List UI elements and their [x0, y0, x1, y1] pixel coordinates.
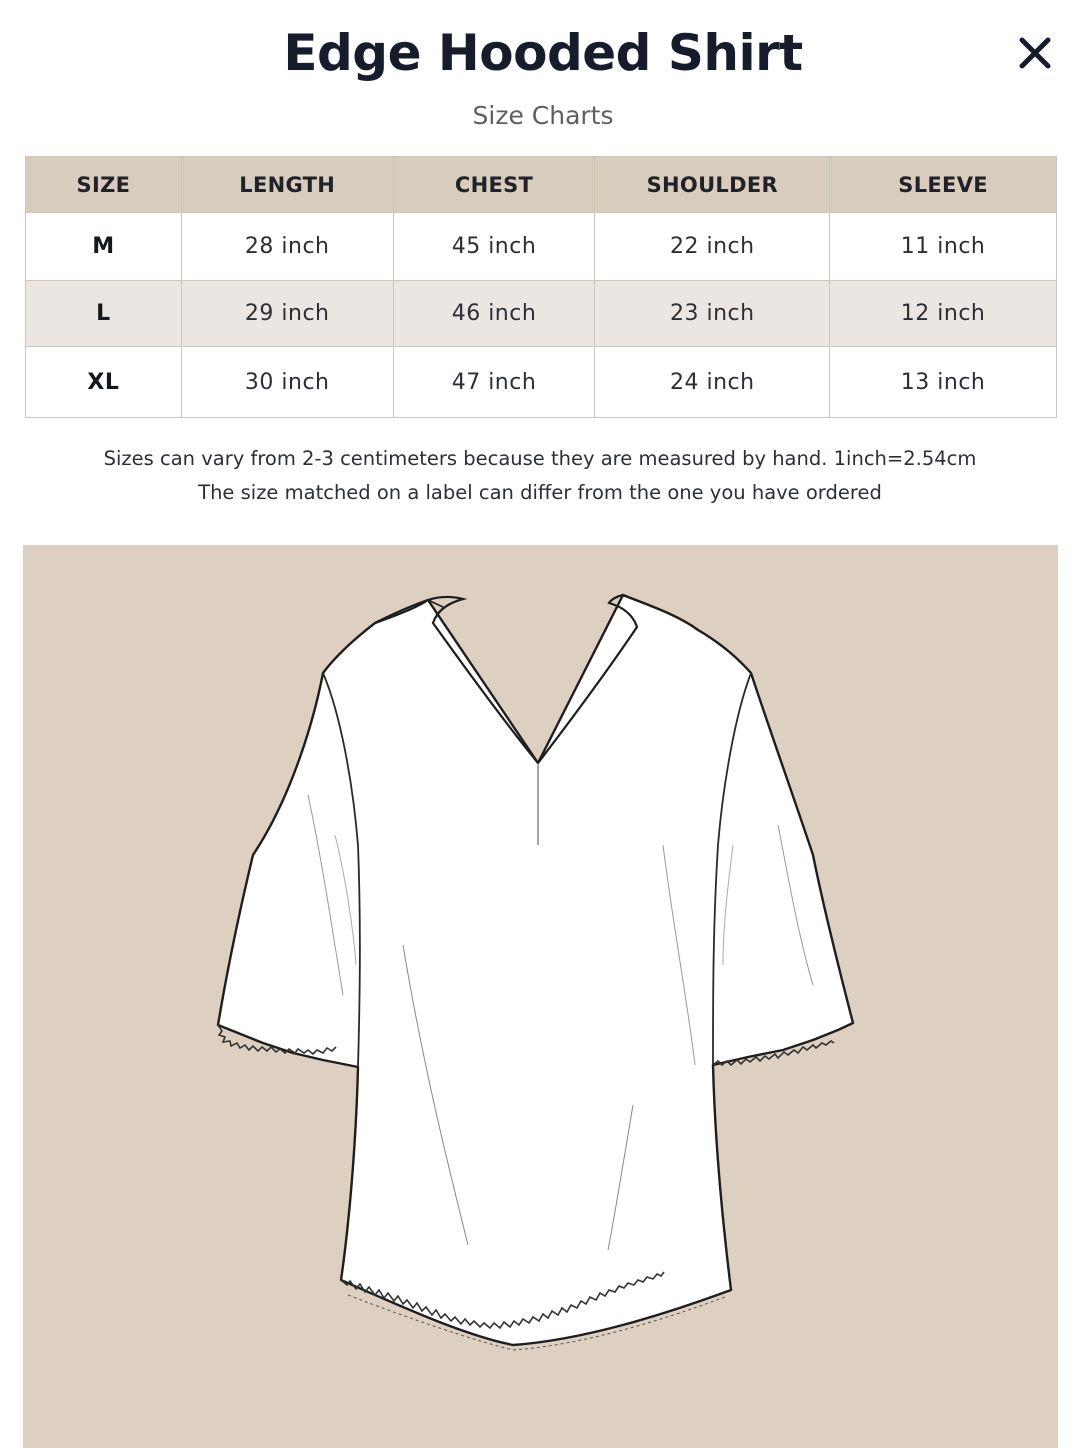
chest-cell: 45 inch: [393, 213, 595, 281]
page-title: Edge Hooded Shirt: [283, 24, 803, 82]
column-header-sleeve: SLEEVE: [830, 157, 1057, 213]
sleeve-cell: 13 inch: [830, 347, 1057, 418]
garment-illustration: [23, 545, 1058, 1448]
length-cell: 29 inch: [181, 281, 393, 347]
shirt-body-outline: [218, 595, 853, 1345]
shoulder-cell: 23 inch: [595, 281, 830, 347]
shoulder-cell: 24 inch: [595, 347, 830, 418]
close-button[interactable]: [1012, 30, 1058, 76]
column-header-shoulder: SHOULDER: [595, 157, 830, 213]
size-note-measurement: Sizes can vary from 2-3 centimeters because they are measured by hand. 1inch=2.54cm: [103, 447, 977, 470]
sleeve-cell: 12 inch: [830, 281, 1057, 347]
size-chart-table: [25, 156, 1057, 418]
header: [0, 0, 1086, 150]
chest-cell: 46 inch: [393, 281, 595, 347]
size-cell: XL: [26, 347, 182, 418]
table-row: [26, 347, 1057, 418]
length-cell: 30 inch: [181, 347, 393, 418]
column-header-chest: CHEST: [393, 157, 595, 213]
size-note-label: The size matched on a label can differ from the one you have ordered: [198, 481, 882, 504]
sleeve-cell: 11 inch: [830, 213, 1057, 281]
table-row: [26, 281, 1057, 347]
size-cell: M: [26, 213, 182, 281]
page-subtitle: Size Charts: [472, 101, 614, 130]
close-icon: [1018, 36, 1052, 70]
column-header-length: LENGTH: [181, 157, 393, 213]
column-header-size: SIZE: [26, 157, 182, 213]
size-cell: L: [26, 281, 182, 347]
length-cell: 28 inch: [181, 213, 393, 281]
hooded-shirt-sketch: [23, 545, 1058, 1448]
table-row: [26, 213, 1057, 281]
chest-cell: 47 inch: [393, 347, 595, 418]
table-header-row: [26, 157, 1057, 213]
shoulder-cell: 22 inch: [595, 213, 830, 281]
